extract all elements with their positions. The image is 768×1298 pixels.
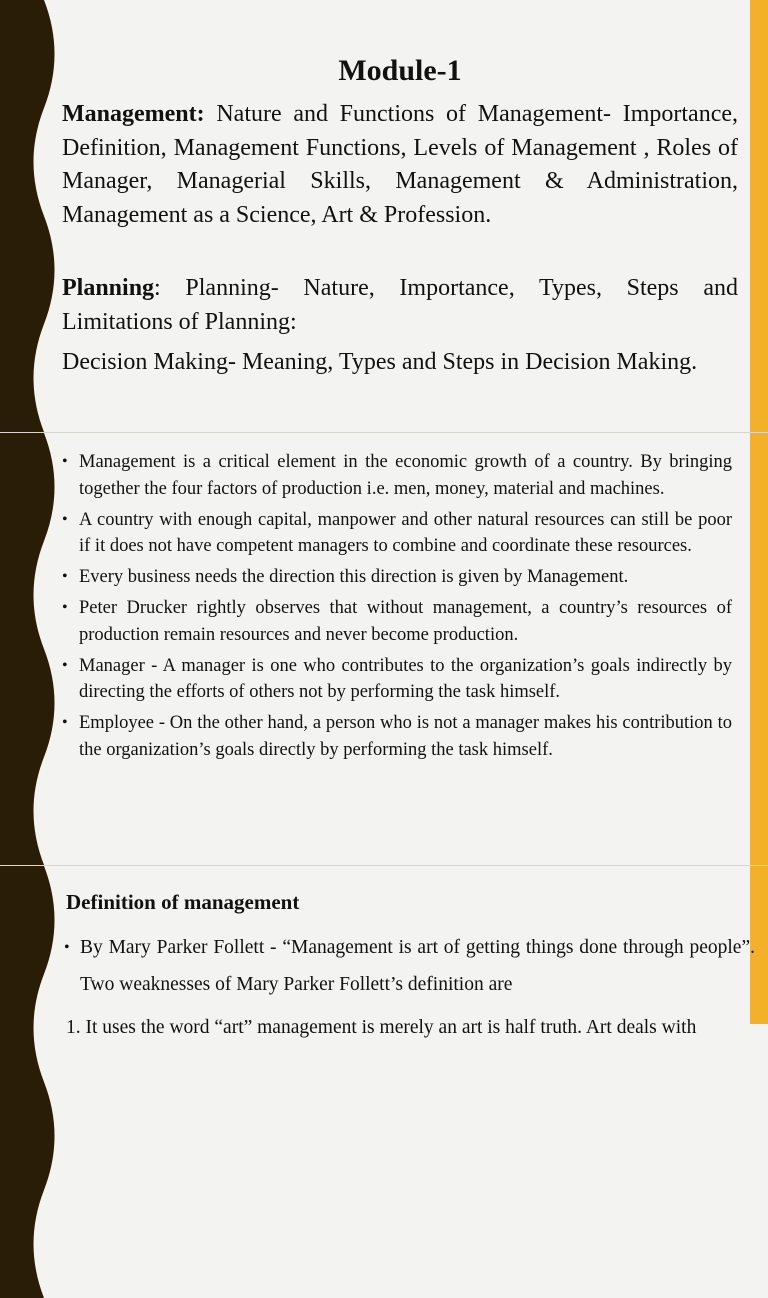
- slide-title: Module-1: [338, 54, 462, 87]
- management-paragraph: [62, 98, 738, 232]
- list-item: • Manager - A manager is one who contributes to the organization’s goals indirectly by directing the efforts of others not by performing the task himself.: [62, 653, 732, 706]
- list-item: • Employee - On the other hand, a person who is not a manager makes his contribution to the organization’s goals directly by performing the task himself.: [62, 710, 732, 763]
- bullet-icon: •: [62, 510, 68, 528]
- numbered-item: 1. It uses the word “art” management is merely an art is half truth. Art deals with: [66, 1017, 697, 1038]
- list-item: • Peter Drucker rightly observes that without management, a country’s resources of production remain resources and never become production.: [62, 595, 732, 648]
- decorative-wave-band: [0, 866, 60, 1298]
- bullet-icon: •: [62, 453, 68, 470]
- accent-bar: [750, 0, 768, 432]
- slide-importance-of-management: [0, 433, 768, 865]
- accent-bar: [750, 433, 768, 865]
- planning-text: : Planning- Nature, Importance, Types, Steps and Limitations of Planning:: [62, 275, 738, 335]
- slide-definition-of-management: [0, 866, 768, 1038]
- planning-label: Planning: [62, 275, 155, 301]
- list-item: • A country with enough capital, manpower and other natural resources can still be poor if it does not have competent managers to combine and coordinate these resources.: [62, 507, 732, 560]
- management-label: Management:: [62, 101, 205, 127]
- bullet-icon: •: [62, 656, 68, 674]
- planning-paragraph: [62, 272, 738, 339]
- slide-module-overview: [0, 0, 768, 432]
- management-text: Nature and Functions of Management- Importance, Definition, Management Functions, Levels of Management , Roles of Manager, Managerial Skills, Management & Administration, Management as a Science, Art & Profession.: [62, 101, 738, 228]
- bullet-icon: •: [62, 599, 68, 616]
- list-item: • Management is a critical element in the economic growth of a country. By bringing together the four factors of production i.e. men, money, material and machines.: [62, 449, 732, 502]
- decorative-wave-band: [0, 433, 60, 865]
- bullet-icon: •: [62, 714, 68, 731]
- definition-bullet: • By Mary Parker Follett - “Management is art of getting things done through people”. Two weaknesses of Mary Parker Follett’s definition are: [62, 930, 755, 1003]
- bullet-list: [62, 449, 732, 768]
- decision-making-paragraph: Decision Making- Meaning, Types and Steps in Decision Making.: [62, 349, 698, 375]
- bullet-icon: •: [64, 939, 70, 956]
- bullet-icon: •: [62, 568, 68, 585]
- definition-heading: Definition of management: [66, 890, 300, 914]
- decorative-wave-band: [0, 0, 60, 432]
- list-item: • Every business needs the direction this direction is given by Management.: [62, 564, 732, 591]
